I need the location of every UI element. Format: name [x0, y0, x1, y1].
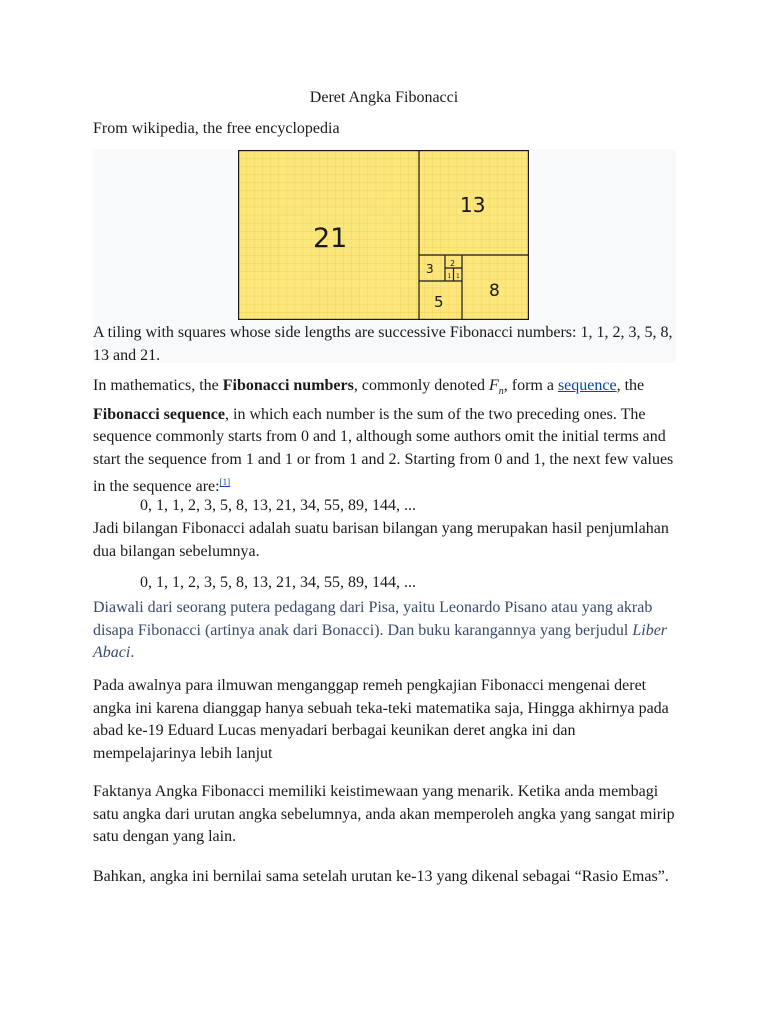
paragraph-scientists: Pada awalnya para ilmuwan menganggap remeh pengkajian Fibonacci mengenai deret angka ini karena dianggap hanya sebuah teka-teki matematika saja, Hingga akhirnya pada abad ke-19 Eduard Lucas menyadari berbagai keunikan deret angka ini dan mempelajarinya lebih lanjut: [93, 677, 669, 762]
fibonacci-tiling-image: [238, 150, 530, 320]
square-3-label: 3: [426, 262, 434, 276]
paragraph-definition: Jadi bilangan Fibonacci adalah suatu barisan bilangan yang merupakan hasil penjumlahan dua bilangan sebelumnya.: [93, 520, 669, 560]
page-title: Deret Angka Fibonacci: [309, 89, 459, 106]
fn-symbol: $F_n$: [488, 377, 504, 398]
paragraph-golden-ratio: Bahkan, angka ini bernilai sama setelah urutan ke-13 yang dikenal sebagai “Rasio Emas”.: [93, 868, 669, 885]
square-8-label: 8: [489, 281, 500, 301]
intro-paragraph: In mathematics, the Fibonacci numbers, commonly denoted $F_n$, form a sequence, the Fibonacci sequence, in which each number is the sum of the two preceding ones. The sequence commonly starts from 0 and 1, although some authors omit the initial terms and start the sequence from 1 and 1 or from 1 and 2. Starting from 0 and 1, the next few values in the sequence are:[1]: [93, 377, 674, 496]
square-2-label: 2: [450, 259, 456, 268]
paragraph-history: Diawali dari seorang putera pedagang dari Pisa, yaitu Leonardo Pisano atau yang akrab disapa Fibonacci (artinya anak dari Bonacci). Dan buku karangannya yang berjudul Liber Abaci.: [93, 599, 668, 661]
paragraph-facts: Faktanya Angka Fibonacci memiliki keistimewaan yang menarik. Ketika anda membagi satu angka dari urutan angka sebelumnya, anda akan memperoleh angka yang sangat mirip satu dengan yang lain.: [93, 783, 675, 845]
tiling-grid: [238, 150, 529, 320]
square-13-label: 13: [460, 193, 486, 217]
book-title: Liber Abaci: [93, 621, 668, 661]
sequence-line-2: 0, 1, 1, 2, 3, 5, 8, 13, 21, 34, 55, 89, 144, ...: [140, 574, 416, 591]
source-line: From wikipedia, the free encyclopedia: [93, 120, 340, 137]
square-5-label: 5: [434, 293, 444, 311]
square-1b-label: 1: [456, 273, 460, 280]
term-fibonacci-sequence: Fibonacci sequence: [93, 405, 225, 423]
term-fibonacci-numbers: Fibonacci numbers: [222, 377, 354, 394]
reference-link[interactable]: [1]: [219, 477, 231, 488]
square-21-label: 21: [313, 223, 348, 254]
sequence-line-1: 0, 1, 1, 2, 3, 5, 8, 13, 21, 34, 55, 89, 144, ...: [140, 497, 416, 514]
figure-caption: A tiling with squares whose side lengths are successive Fibonacci numbers: 1, 1, 2, 3, 5, 8, 13 and 21.: [93, 324, 673, 364]
square-1a-label: 1: [447, 273, 452, 280]
figure-box: [93, 149, 676, 363]
sequence-link[interactable]: sequence: [557, 377, 617, 394]
